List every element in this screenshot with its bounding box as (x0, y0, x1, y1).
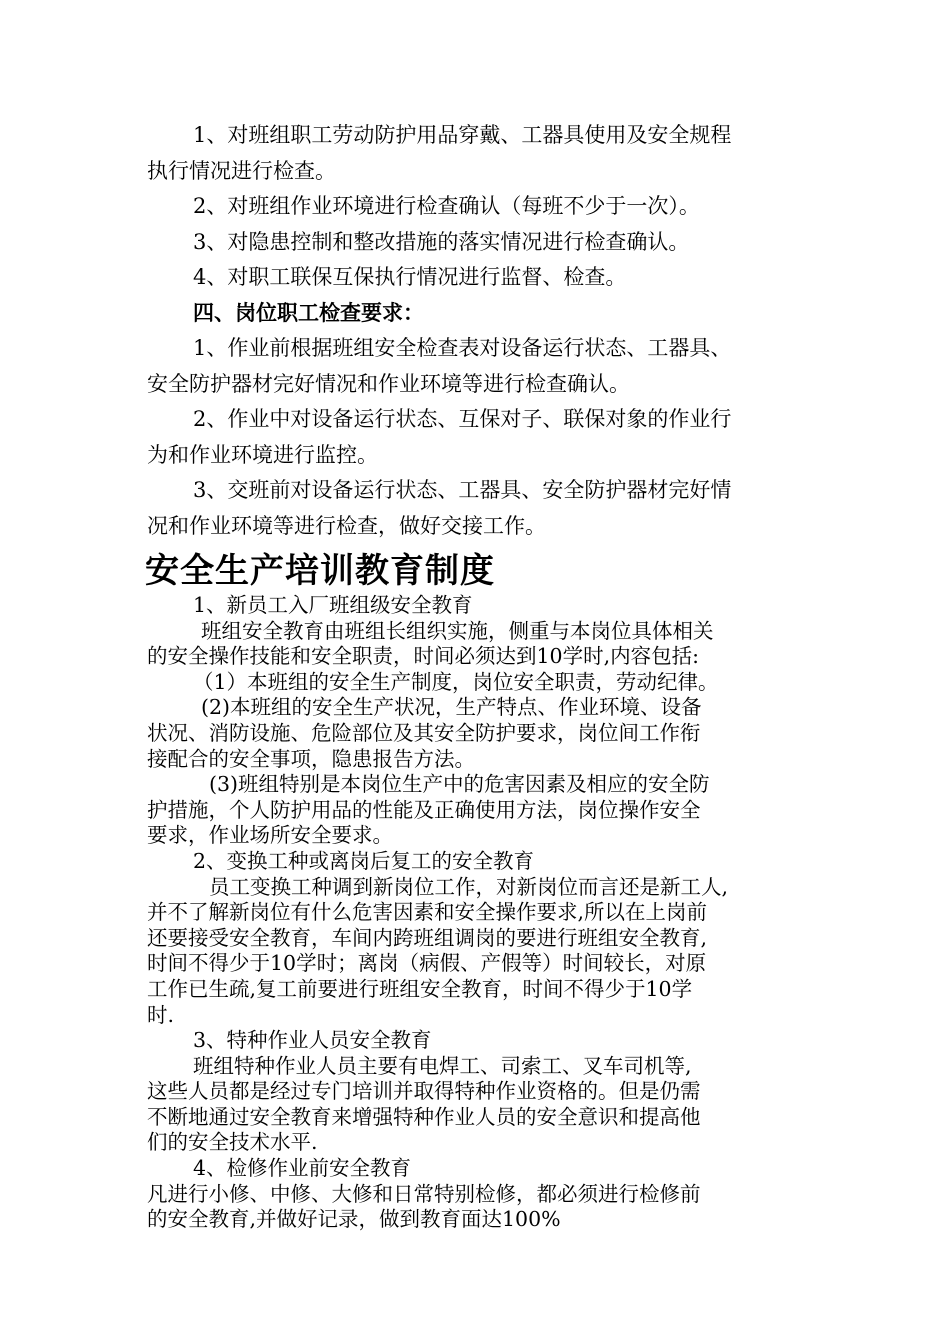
paragraph-line: 们的安全技术水平. (147, 1130, 318, 1155)
paragraph-line: 为和作业环境进行监控。 (147, 442, 378, 467)
paragraph-line: 执行情况进行检查。 (147, 158, 336, 183)
paragraph-line: 员工变换工种调到新岗位工作，对新岗位而言还是新工人, (209, 874, 729, 899)
paragraph-line: 1、新员工入厂班组级安全教育 (193, 593, 473, 617)
paragraph-line: 凡进行小修、中修、大修和日常特别检修，都必须进行检修前 (147, 1181, 701, 1206)
paragraph-line: 护措施，个人防护用品的性能及正确使用方法，岗位操作安全 (147, 797, 701, 822)
paragraph-line: 2、作业中对设备运行状态、互保对子、联保对象的作业行 (193, 407, 732, 431)
paragraph-line: 2、变换工种或离岗后复工的安全教育 (193, 848, 535, 873)
paragraph-line: 不断地通过安全教育来增强特种作业人员的安全意识和提高他 (147, 1104, 701, 1129)
document-title: 安全生产培训教育制度 (145, 551, 495, 591)
paragraph-line: (3)班组特别是本岗位生产中的危害因素及相应的安全防 (209, 772, 710, 797)
paragraph-line: 要求，作业场所安全要求。 (147, 823, 393, 848)
paragraph-line: 并不了解新岗位有什么危害因素和安全操作要求,所以在上岗前 (147, 900, 708, 925)
paragraph-line: 这些人员都是经过专门培训并取得特种作业资格的。但是仍需 (147, 1079, 701, 1104)
paragraph-line: 3、交班前对设备运行状态、工器具、安全防护器材完好情 (193, 478, 732, 502)
paragraph-line: 班组安全教育由班组长组织实施，侧重与本岗位具体相关 (201, 618, 714, 643)
paragraph-line: 1、作业前根据班组安全检查表对设备运行状态、工器具、 (193, 336, 732, 360)
paragraph-line: 1、对班组职工劳动防护用品穿戴、工器具使用及安全规程 (193, 123, 732, 147)
training-body (147, 593, 837, 1233)
inspection-requirements-section (147, 118, 827, 544)
paragraph-line: 3、对隐患控制和整改措施的落实情况进行检查确认。 (193, 229, 690, 254)
paragraph-line: 还要接受安全教育，车间内跨班组调岗的要进行班组安全教育, (147, 925, 708, 950)
paragraph-line: 状况、消防设施、危险部位及其安全防护要求，岗位间工作衔 (147, 720, 701, 745)
paragraph-line: 4、检修作业前安全教育 (193, 1156, 412, 1181)
paragraph-line: 2、对班组作业环境进行检查确认（每班不少于一次）。 (193, 194, 700, 218)
paragraph-line: 的安全操作技能和安全职责，时间必须达到10学时,内容包括: (147, 644, 700, 669)
paragraph-line: 况和作业环境等进行检查，做好交接工作。 (147, 513, 546, 538)
paragraph-line: 4、对职工联保互保执行情况进行监督、检查。 (193, 265, 627, 289)
section-heading: 四、岗位职工检查要求： (193, 300, 424, 325)
paragraph-line: 班组特种作业人员主要有电焊工、司索工、叉车司机等, (193, 1053, 692, 1078)
paragraph-line: 时. (147, 1002, 175, 1027)
paragraph-line: (2)本班组的安全生产状况，生产特点、作业环境、设备 (201, 695, 702, 720)
paragraph-line: 的安全教育,并做好记录，做到教育面达100% (147, 1207, 561, 1232)
paragraph-line: 安全防护器材完好情况和作业环境等进行检查确认。 (147, 371, 630, 396)
paragraph-line: 时间不得少于10学时；离岗（病假、产假等）时间较长，对原 (147, 951, 707, 976)
paragraph-line: 工作已生疏,复工前要进行班组安全教育，时间不得少于10学 (147, 976, 693, 1001)
training-education-section (147, 547, 837, 1233)
paragraph-line: 接配合的安全事项，隐患报告方法。 (147, 746, 475, 771)
paragraph-line: 3、特种作业人员安全教育 (193, 1028, 432, 1053)
paragraph-line: （1）本班组的安全生产制度，岗位安全职责，劳动纪律。 (193, 669, 719, 694)
